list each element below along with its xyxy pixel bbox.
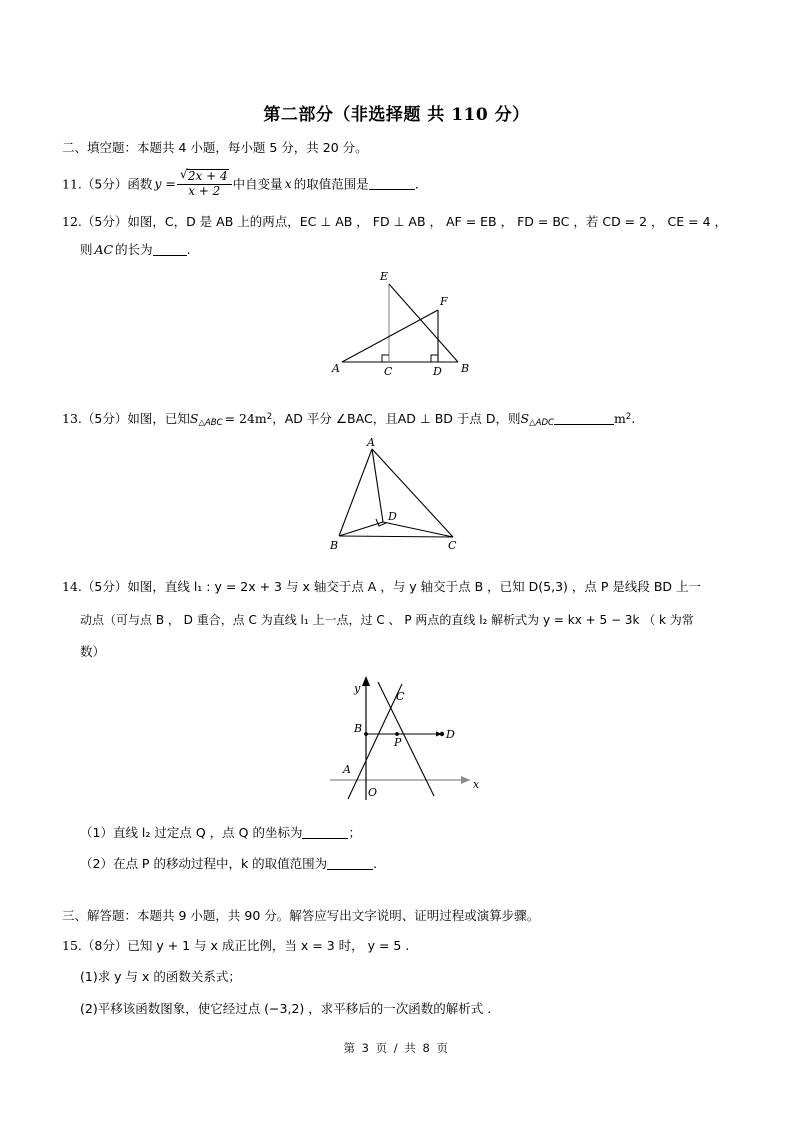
question-13-unit-sup: 2 — [625, 412, 632, 423]
question-14-sub1-answer-blank[interactable] — [302, 838, 348, 839]
question-11-number: 11 — [62, 176, 78, 192]
question-15-line-1: 15.（8分）已知 y + 1 与 x 成正比例，当 x = 3 时， y = 5 . — [62, 938, 410, 953]
figure-question-14 — [330, 668, 490, 803]
question-14-text-1: 如图，直线 l₁ : y = 2x + 3 与 x 轴交于点 A ，与 y 轴交于点 B ，已知 D(5,3) ，点 P 是线段 BD 上一 — [127, 579, 702, 594]
question-14-sub1-text: （1）直线 l₂ 过定点 Q ，点 Q 的坐标为 — [80, 825, 303, 840]
question-13-s-adc-sub: △ADC — [529, 418, 554, 429]
question-13-s-abc-sub: △ABC — [198, 418, 223, 429]
question-13-number: 13 — [62, 411, 78, 426]
question-14-text-3: 数） — [80, 644, 106, 659]
figure-12-label-C: C — [384, 365, 393, 378]
figure-question-13 — [325, 437, 490, 555]
figure-12-label-E: E — [380, 270, 389, 283]
question-11-variable: x — [284, 176, 292, 192]
question-12-segment: AC — [94, 242, 114, 257]
question-12-line2-pre: 则 — [80, 242, 93, 257]
figure-14-label-O: O — [368, 786, 378, 799]
figure-14-label-A: A — [343, 763, 351, 776]
question-14-marks: （5分） — [81, 579, 128, 594]
figure-14-label-C: C — [396, 690, 405, 703]
figure-14-label-x: x — [473, 778, 480, 791]
question-14-sub1-end: ； — [348, 825, 361, 840]
question-11-lead: 函数 — [127, 176, 153, 192]
figure-14-label-y: y — [354, 682, 361, 695]
question-15-marks: （8分） — [81, 938, 128, 953]
figure-13-label-D: D — [388, 510, 397, 523]
question-13-condition-1: AD 平分 ∠BAC — [284, 411, 373, 426]
figure-question-12 — [330, 268, 480, 378]
figure-14-label-D: D — [446, 728, 455, 741]
question-11-denominator: x + 2 — [188, 183, 221, 198]
question-12-line2-end: . — [186, 242, 191, 257]
section-heading-fill-in-blank: 二、填空题：本题共 4 小题，每小题 5 分，共 20 分。 — [62, 140, 368, 155]
question-13-mid-2: ，且 — [372, 411, 398, 426]
question-14-line-2 — [80, 612, 694, 629]
question-15-sub-1: (1)求 y 与 x 的函数关系式； — [80, 969, 241, 984]
question-12-line-1: 12.（5分）如图，C，D 是 AB 上的两点，EC ⊥ AB ， FD ⊥ AB ， AF = EB ， FD = BC ，若 CD = 2 ， CE = 4 ， — [62, 214, 727, 229]
question-15-number: 15 — [62, 938, 78, 953]
question-11-tail: 中自变量 — [232, 176, 283, 192]
question-12-line2-mid: 的长为 — [115, 242, 153, 257]
figure-12-label-A: A — [332, 362, 340, 375]
figure-13-label-A: A — [367, 437, 375, 449]
question-13-answer-blank[interactable] — [554, 424, 614, 425]
question-13-mid-1: ， — [272, 411, 285, 426]
question-12-marks: （5分） — [81, 214, 128, 229]
section-heading-solution-problems: 三、解答题：本题共 9 小题，共 90 分。解答应写出文字说明、证明过程或演算步骤。 — [62, 908, 540, 923]
page-title: 第二部分（非选择题 共 110 分） — [263, 105, 530, 125]
question-13-marks: （5分） — [81, 411, 128, 426]
question-14-line-3 — [80, 643, 105, 661]
figure-12-label-F: F — [440, 295, 448, 308]
figure-14-label-P: P — [394, 736, 402, 749]
question-15-sub-2: (2)平移该函数图象，使它经过点 (−3,2) ，求平移后的一次函数的解析式 . — [80, 1001, 492, 1016]
question-12-answer-blank[interactable] — [153, 255, 187, 256]
question-11-tail2: 的取值范围是 — [293, 176, 369, 192]
question-15-text: 已知 y + 1 与 x 成正比例，当 x = 3 时， y = 5 . — [127, 938, 410, 953]
question-11-end: . — [414, 176, 419, 192]
question-11-marks: （5分） — [81, 176, 128, 192]
question-13-s-abc-value: = 24m — [224, 411, 267, 426]
question-11-answer-blank[interactable] — [369, 189, 415, 190]
question-14-sub2-text: （2）在点 P 的移动过程中，k 的取值范围为 — [80, 856, 328, 871]
question-13-unit: m — [613, 411, 626, 426]
question-13-lead: 如图，已知 — [127, 411, 190, 426]
figure-13-label-B: B — [330, 539, 339, 552]
page-footer: 第 3 页 / 共 8 页 — [343, 1041, 450, 1055]
question-13-condition-2: AD ⊥ BD 于点 D — [397, 411, 496, 426]
question-11-numerator: 2x + 4 — [187, 169, 228, 183]
question-14-text-2: 动点（可与点 B ， D 重合，点 C 为直线 l₁ 上一点，过 C 、 P 两点的直线 l₂ 解析式为 y = kx + 5 − 3k （ k 为常 — [80, 613, 694, 627]
question-14-sub2-end: . — [373, 856, 378, 871]
question-13-s-abc-sup: 2 — [266, 412, 273, 423]
question-14-sub-1 — [80, 824, 361, 842]
figure-13-label-C: C — [448, 539, 457, 552]
question-11-eq-lhs: y = — [154, 176, 176, 192]
question-13-mid-3: ，则 — [495, 411, 521, 426]
question-13-s-adc: S — [520, 411, 530, 426]
question-12-text: 如图，C，D 是 AB 上的两点，EC ⊥ AB ， FD ⊥ AB ， AF = EB ， FD = BC ，若 CD = 2 ， CE = 4 ， — [127, 214, 727, 229]
question-12-line-2 — [80, 241, 191, 259]
question-13-s-abc: S — [189, 411, 199, 426]
question-13: 13.（5分）如图，已知$S_{\triangle ABC} = 24m^2$，AD 平分 ∠BAC，且AD ⊥ BD 于点 D，则$S_{\triangle ADC}$ $m^2$. — [62, 411, 636, 429]
figure-14-label-B: B — [354, 722, 363, 735]
figure-12-label-D: D — [433, 365, 442, 378]
question-14-line-1: 14.（5分）如图，直线 l₁ : y = 2x + 3 与 x 轴交于点 A ，与 y 轴交于点 B ，已知 D(5,3) ，点 P 是线段 BD 上一 — [62, 579, 702, 594]
question-14-sub2-answer-blank[interactable] — [327, 869, 373, 870]
question-13-end: . — [631, 411, 636, 426]
question-14-sub-2 — [80, 855, 377, 873]
question-14-number: 14 — [62, 579, 78, 594]
question-12-number: 12 — [62, 214, 78, 229]
figure-12-label-B: B — [461, 362, 470, 375]
question-11-fraction — [177, 169, 232, 199]
question-11: 11.（5分）函数 y = √ $\frac{2x + 4}{x + 2}$ 中自变量 x 的取值范围是 . — [62, 170, 419, 200]
